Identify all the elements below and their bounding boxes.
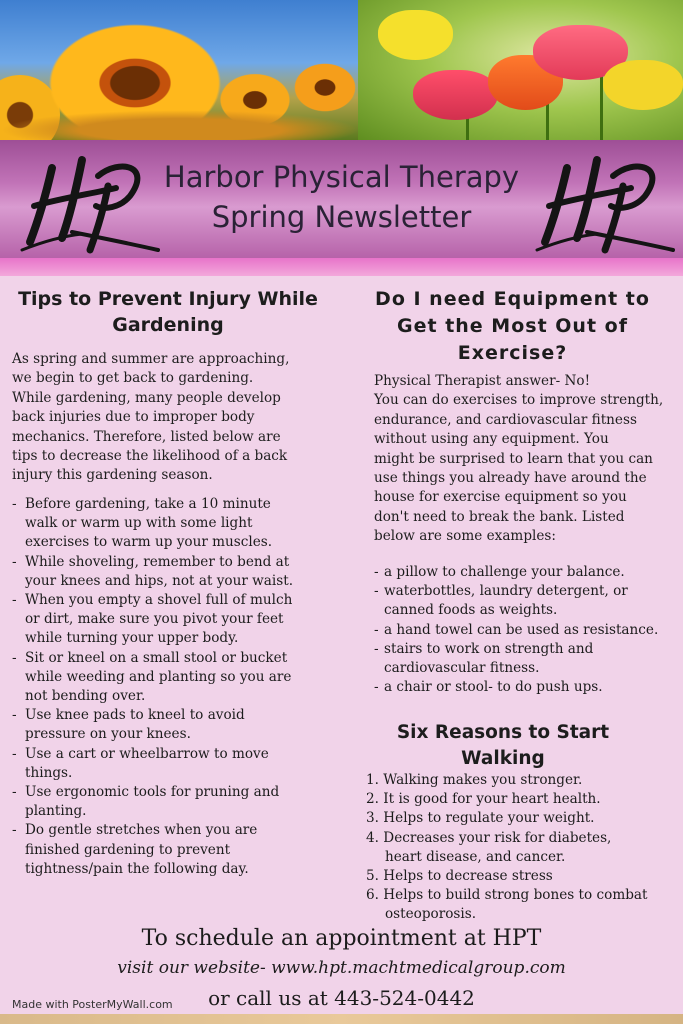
tip-item — [12, 553, 332, 591]
newsletter-title-line1: Harbor Physical Therapy — [163, 160, 520, 194]
example-item-line: - waterbottles, laundry detergent, or — [384, 583, 628, 600]
tip-item — [12, 495, 332, 553]
hpt-logo-left — [12, 146, 162, 258]
tip-item — [12, 591, 332, 649]
reason-item-line: 5. Helps to decrease stress — [366, 868, 553, 885]
tip-item — [12, 745, 332, 783]
tip-item-line: - Use knee pads to kneel to avoid — [25, 707, 245, 724]
example-item-line: - a pillow to challenge your balance. — [384, 564, 625, 580]
example-item — [374, 621, 679, 640]
gardening-intro — [12, 350, 332, 486]
tulip-photo — [358, 0, 683, 140]
hpt-logo-right — [527, 146, 677, 258]
intro-line: You can do exercises to improve strength, — [374, 392, 664, 409]
tip-item-line: - While shoveling, remember to bend at — [25, 553, 290, 570]
tip-item-line: walk or warm up with some light — [25, 515, 253, 532]
example-item-line: - a chair or stool- to do push ups. — [384, 679, 603, 696]
header-photos — [0, 0, 683, 140]
tip-item-line: exercises to warm up your muscles. — [25, 534, 273, 551]
gardening-tips-list — [12, 495, 332, 879]
example-item — [374, 678, 679, 697]
postermywall-credit: Made with PosterMyWall.com — [12, 998, 173, 1011]
intro-line: While gardening, many people develop — [12, 389, 281, 406]
tip-item-line: - Sit or kneel on a small stool or bucket — [25, 649, 288, 666]
example-item-line: - stairs to work on strength and — [384, 640, 594, 657]
reason-item-line: 2. It is good for your heart health. — [366, 791, 601, 808]
equipment-intro — [374, 372, 679, 547]
sunflower-photo — [0, 0, 358, 140]
appointment-line: To schedule an appointment at HPT — [141, 926, 542, 951]
tip-item-line: while turning your upper body. — [25, 630, 239, 647]
reason-item-line: 4. Decreases your risk for diabetes, — [366, 829, 612, 846]
reason-item — [366, 790, 678, 809]
intro-line: below are some examples: — [374, 528, 556, 545]
intro-line: tips to decrease the likelihood of a back — [12, 448, 288, 465]
example-item-line: cardiovascular fitness. — [384, 660, 540, 677]
equipment-heading: Do I need Equipment to Get the Most Out of Exercise? — [375, 288, 650, 364]
equipment-examples-list — [374, 563, 679, 697]
newsletter-title-line2: Spring Newsletter — [211, 200, 472, 234]
tip-item-line: pressure on your knees. — [25, 726, 191, 743]
intro-line: we begin to get back to gardening. — [12, 370, 254, 387]
tip-item-line: or dirt, make sure you pivot your feet — [25, 611, 284, 628]
intro-line: don't need to break the bank. Listed — [374, 508, 625, 525]
intro-line: house for exercise equipment so you — [374, 489, 627, 506]
intro-line: mechanics. Therefore, listed below are — [12, 428, 281, 445]
tip-item-line: while weeding and planting so you are — [25, 668, 292, 685]
reason-item — [366, 771, 678, 790]
phone-number[interactable]: or call us at 443-524-0442 — [208, 986, 475, 1010]
reason-item — [366, 886, 678, 924]
intro-line: back injuries due to improper body — [12, 409, 255, 426]
tip-item-line: - When you empty a shovel full of mulch — [25, 592, 293, 609]
reason-item-line: 3. Helps to regulate your weight. — [366, 810, 595, 827]
bottom-edge — [0, 1014, 683, 1024]
reason-item-line: 6. Helps to build strong bones to combat — [366, 887, 648, 904]
tip-item — [12, 649, 332, 707]
intro-line: endurance, and cardiovascular fitness — [374, 411, 637, 428]
tip-item — [12, 706, 332, 744]
tip-item-line: - Use ergonomic tools for pruning and — [25, 784, 280, 801]
example-item — [374, 563, 679, 582]
example-item-line: - a hand towel can be used as resistance. — [384, 621, 659, 638]
banner-accent-strip — [0, 258, 683, 276]
intro-line: without using any equipment. You — [374, 431, 609, 448]
reason-item-line: 1. Walking makes you stronger. — [366, 772, 583, 788]
tip-item-line: finished gardening to prevent — [25, 841, 231, 858]
walking-reasons-list — [366, 771, 678, 925]
example-item-line: canned foods as weights. — [384, 602, 558, 619]
reason-item-line: osteoporosis. — [385, 906, 477, 923]
reason-item-line: heart disease, and cancer. — [385, 848, 566, 865]
tip-item-line: tightness/pain the following day. — [25, 860, 249, 877]
intro-line: might be surprised to learn that you can — [374, 450, 653, 467]
gardening-heading: Tips to Prevent Injury While Gardening — [18, 288, 318, 336]
tip-item-line: - Before gardening, take a 10 minute — [25, 496, 271, 512]
example-item — [374, 582, 679, 620]
intro-line: As spring and summer are approaching, — [12, 351, 290, 367]
tip-item — [12, 783, 332, 821]
reason-item — [366, 829, 678, 867]
example-item — [374, 640, 679, 678]
intro-line: Physical Therapist answer- No! — [374, 373, 591, 389]
tip-item-line: your knees and hips, not at your waist. — [25, 572, 294, 589]
tip-item — [12, 821, 332, 879]
website-link[interactable]: visit our website- www.hpt.machtmedicalgroup.com — [117, 958, 566, 978]
tip-item-line: - Do gentle stretches when you are — [25, 822, 258, 839]
tip-item-line: things. — [25, 764, 73, 781]
intro-line: injury this gardening season. — [12, 467, 213, 484]
tip-item-line: planting. — [25, 803, 87, 820]
logo-text: HPT — [12, 146, 15, 147]
reason-item — [366, 867, 678, 886]
walking-heading: Six Reasons to Start Walking — [396, 722, 610, 769]
reason-item — [366, 809, 678, 828]
tip-item-line: not bending over. — [25, 688, 146, 705]
tip-item-line: - Use a cart or wheelbarrow to move — [25, 745, 269, 762]
intro-line: use things you already have around the — [374, 470, 647, 487]
